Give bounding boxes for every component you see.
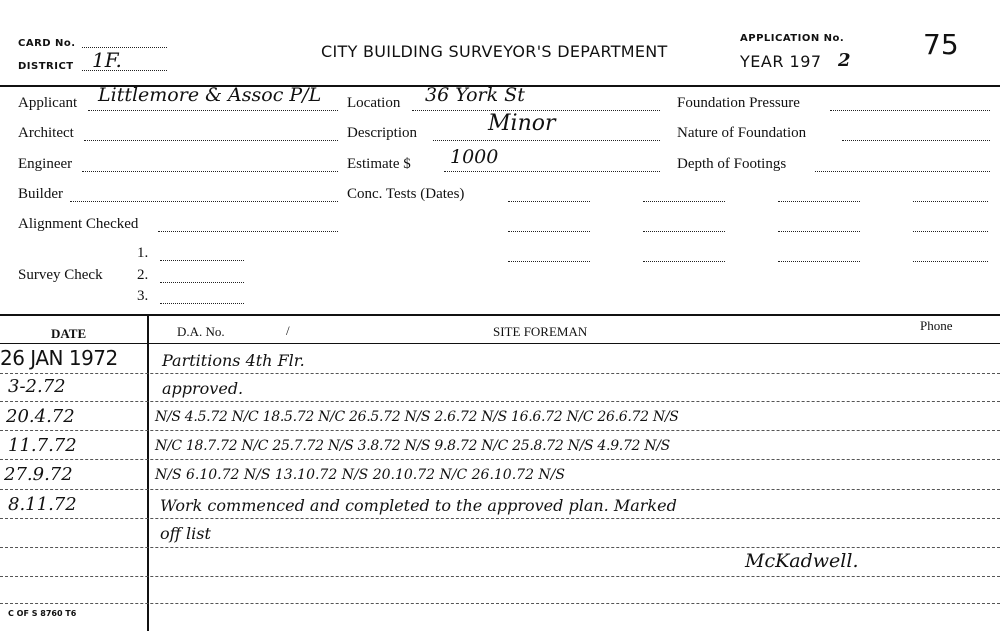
conc-line-1b: [643, 201, 725, 202]
survey-num-2: 2.: [137, 267, 149, 283]
nature-foundation-label: Nature of Foundation: [677, 125, 807, 141]
location-value: 36 York St: [425, 84, 525, 106]
log-row-7-text: off list: [160, 524, 211, 543]
row-rule: [0, 603, 1000, 604]
applicant-value: Littlemore & Assoc P/L: [98, 84, 322, 106]
architect-line: [84, 140, 338, 141]
description-value: Minor: [488, 111, 556, 136]
conc-tests-label: Conc. Tests (Dates): [347, 186, 465, 202]
log-row-2-text: approved.: [162, 379, 244, 398]
row-rule: [0, 430, 1000, 431]
conc-line-2d: [913, 231, 988, 232]
log-row-5-date: 27.9.72: [4, 464, 73, 485]
survey-num-1: 1.: [137, 245, 149, 261]
da-no-header: D.A. No.: [177, 324, 225, 339]
conc-line-2b: [643, 231, 725, 232]
foundation-pressure-line: [830, 110, 990, 111]
row-rule: [0, 576, 1000, 577]
log-row-3-text: N/S 4.5.72 N/C 18.5.72 N/C 26.5.72 N/S 2.6.72 N/S 16.6.72 N/C 26.6.72 N/S: [155, 409, 679, 425]
conc-line-1c: [778, 201, 860, 202]
date-header: DATE: [51, 326, 87, 341]
phone-header: Phone: [920, 318, 953, 333]
description-label: Description: [347, 125, 417, 141]
district-label: DISTRICT: [18, 61, 74, 72]
conc-line-3b: [643, 261, 725, 262]
site-foreman-header: SITE FOREMAN: [493, 324, 588, 339]
survey-line-2: [160, 282, 244, 283]
log-row-1-date: 26 JAN 1972: [0, 346, 118, 370]
date-column-divider: [147, 314, 149, 631]
year-label: YEAR 197: [740, 52, 822, 71]
estimate-line: [444, 171, 660, 172]
estimate-value: 1000: [450, 146, 499, 168]
application-no-label: APPLICATION No.: [740, 33, 845, 44]
conc-line-1d: [913, 201, 988, 202]
log-row-1-text: Partitions 4th Flr.: [162, 351, 305, 370]
survey-line-1: [160, 260, 244, 261]
conc-line-2c: [778, 231, 860, 232]
alignment-line: [158, 231, 338, 232]
engineer-line: [82, 171, 338, 172]
department-title: CITY BUILDING SURVEYOR'S DEPARTMENT: [321, 42, 668, 61]
depth-footings-line: [815, 171, 990, 172]
footer-code: C OF S 8760 T6: [8, 609, 77, 618]
log-row-6-date: 8.11.72: [8, 494, 77, 515]
log-row-4-text: N/C 18.7.72 N/C 25.7.72 N/S 3.8.72 N/S 9.8.72 N/C 25.8.72 N/S 4.9.72 N/S: [155, 438, 670, 454]
application-no: 75: [923, 28, 959, 61]
estimate-label: Estimate $: [347, 156, 411, 172]
row-rule: [0, 459, 1000, 460]
row-rule: [0, 401, 1000, 402]
row-rule: [0, 547, 1000, 548]
conc-line-2a: [508, 231, 590, 232]
year-suffix: 2: [838, 50, 851, 71]
nature-foundation-line: [842, 140, 990, 141]
builder-label: Builder: [18, 186, 63, 202]
survey-line-3: [160, 303, 244, 304]
description-line: [433, 140, 660, 141]
da-slash: /: [286, 323, 290, 338]
log-top-border: [0, 314, 1000, 316]
log-row-6-text: Work commenced and completed to the approved plan. Marked: [160, 496, 677, 515]
location-label: Location: [347, 95, 401, 111]
log-row-3-date: 20.4.72: [6, 406, 75, 427]
log-row-5-text: N/S 6.10.72 N/S 13.10.72 N/S 20.10.72 N/C 26.10.72 N/S: [155, 467, 565, 483]
survey-check-label: Survey Check: [18, 267, 103, 283]
card-no-label: CARD No.: [18, 38, 76, 49]
depth-footings-label: Depth of Footings: [677, 156, 787, 172]
survey-num-3: 3.: [137, 288, 149, 304]
engineer-label: Engineer: [18, 156, 73, 172]
applicant-line: [88, 110, 338, 111]
log-row-2-date: 3-2.72: [8, 376, 66, 397]
conc-line-3c: [778, 261, 860, 262]
log-row-4-date: 11.7.72: [8, 435, 77, 456]
foreman-signature: McKadwell.: [745, 550, 859, 572]
district-value: 1F.: [92, 48, 122, 72]
alignment-label: Alignment Checked: [18, 216, 139, 232]
conc-line-3d: [913, 261, 988, 262]
conc-line-3a: [508, 261, 590, 262]
row-rule: [0, 373, 1000, 374]
foundation-pressure-label: Foundation Pressure: [677, 95, 800, 111]
conc-line-1a: [508, 201, 590, 202]
builder-line: [70, 201, 338, 202]
row-rule: [0, 518, 1000, 519]
row-rule: [0, 489, 1000, 490]
architect-label: Architect: [18, 125, 74, 141]
header-row-border: [0, 343, 1000, 344]
applicant-label: Applicant: [18, 95, 78, 111]
